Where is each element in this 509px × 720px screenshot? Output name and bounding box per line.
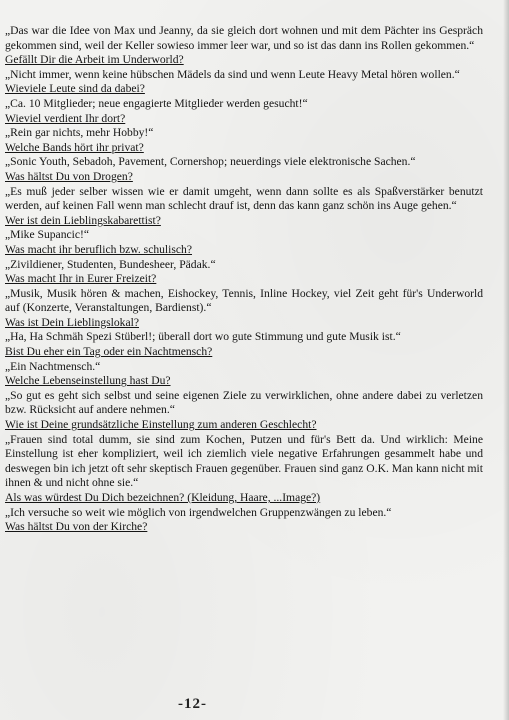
- answer-paragraph: „Ein Nachtmensch.“: [5, 359, 101, 373]
- question-line: Welche Lebenseinstellung hast Du?: [5, 374, 171, 388]
- answer-paragraph: „Ca. 10 Mitglieder; neue engagierte Mitglieder werden gesucht!“: [5, 96, 308, 110]
- question-line: Wer ist dein Lieblingskabarettist?: [5, 213, 161, 227]
- answer-paragraph: „Ha, Ha Schmäh Spezi Stüberl!; überall dort wo gute Stimmung und gute Musik ist.“: [5, 330, 401, 344]
- answer-paragraph: „Zivildiener, Studenten, Bundesheer, Pädak.“: [5, 257, 216, 271]
- answer-paragraph: „Es muß jeder selber wissen wie er damit umgeht, wenn dann sollte es als Spaßverstärker benutzt werden, auf keinen Fall wenn man schlecht drauf ist, denn das kann ganz schön ins Auge gehen.“: [5, 184, 483, 213]
- question-line: Als was würdest Du Dich bezeichnen? (Kleidung, Haare, ...Image?): [5, 491, 321, 504]
- question-line: Welche Bands hört ihr privat?: [5, 140, 144, 154]
- question-line: Wieviele Leute sind da dabei?: [5, 82, 145, 96]
- question-line: Was macht Ihr in Eurer Freizeit?: [5, 272, 157, 286]
- answer-paragraph: „Nicht immer, wenn keine hübschen Mädels da sind und wenn Leute Heavy Metal hören wollen.“: [5, 67, 460, 81]
- question-line: Wie ist Deine grundsätzliche Einstellung zum anderen Geschlecht?: [5, 418, 317, 432]
- answer-paragraph: „Musik, Musik hören & machen, Eishockey, Tennis, Inline Hockey, viel Zeit geht für's Underworld auf (Konzerte, Veranstaltungen, Bardienst).“: [5, 286, 483, 315]
- page-edge-shadow: [503, 0, 509, 720]
- answer-paragraph: „Mike Supancic!“: [5, 228, 90, 242]
- interview-text: [5, 24, 483, 535]
- question-line: Gefällt Dir die Arbeit im Underworld?: [5, 53, 184, 67]
- answer-paragraph: „Sonic Youth, Sebadoh, Pavement, Cornershop; neuerdings viele elektronische Sachen.“: [5, 155, 416, 169]
- page-number: -12-: [178, 696, 207, 712]
- question-line: Was hältst Du von Drogen?: [5, 169, 133, 183]
- answer-paragraph: „Ich versuche so weit wie möglich von irgendwelchen Gruppenzwängen zu leben.“: [5, 505, 392, 519]
- question-line: Was ist Dein Lieblingslokal?: [5, 315, 139, 329]
- question-line: Was macht ihr beruflich bzw. schulisch?: [5, 242, 192, 256]
- question-line: Bist Du eher ein Tag oder ein Nachtmensch?: [5, 345, 213, 359]
- answer-paragraph: „Rein gar nichts, mehr Hobby!“: [5, 126, 154, 140]
- answer-paragraph: „Das war die Idee von Max und Jeanny, da sie gleich dort wohnen und mit dem Pächter ins Gespräch gekommen sind, weil der Keller sowieso immer leer war, und so ist das dann ins Rollen gekommen.“: [5, 24, 483, 52]
- answer-paragraph: „So gut es geht sich selbst und seine eigenen Ziele zu verwirklichen, ohne andere dabei zu verletzen bzw. Rücksicht auf andere nehmen.“: [5, 388, 483, 417]
- question-line: Was hältst Du von der Kirche?: [5, 520, 148, 534]
- question-line: Wieviel verdient Ihr dort?: [5, 111, 126, 125]
- answer-paragraph: „Frauen sind total dumm, sie sind zum Kochen, Putzen und für's Bett da. Und wirklich: Meine Einstellung ist eher kompliziert, weil ich ziemlich viele negative Erfahrungen gesammelt habe und deswegen bin ich jetzt oft sehr skeptisch Frauen gegenüber. Frauen sind ganz O.K. Man kann nicht mit ihnen & und nicht ohne sie.“: [5, 432, 483, 490]
